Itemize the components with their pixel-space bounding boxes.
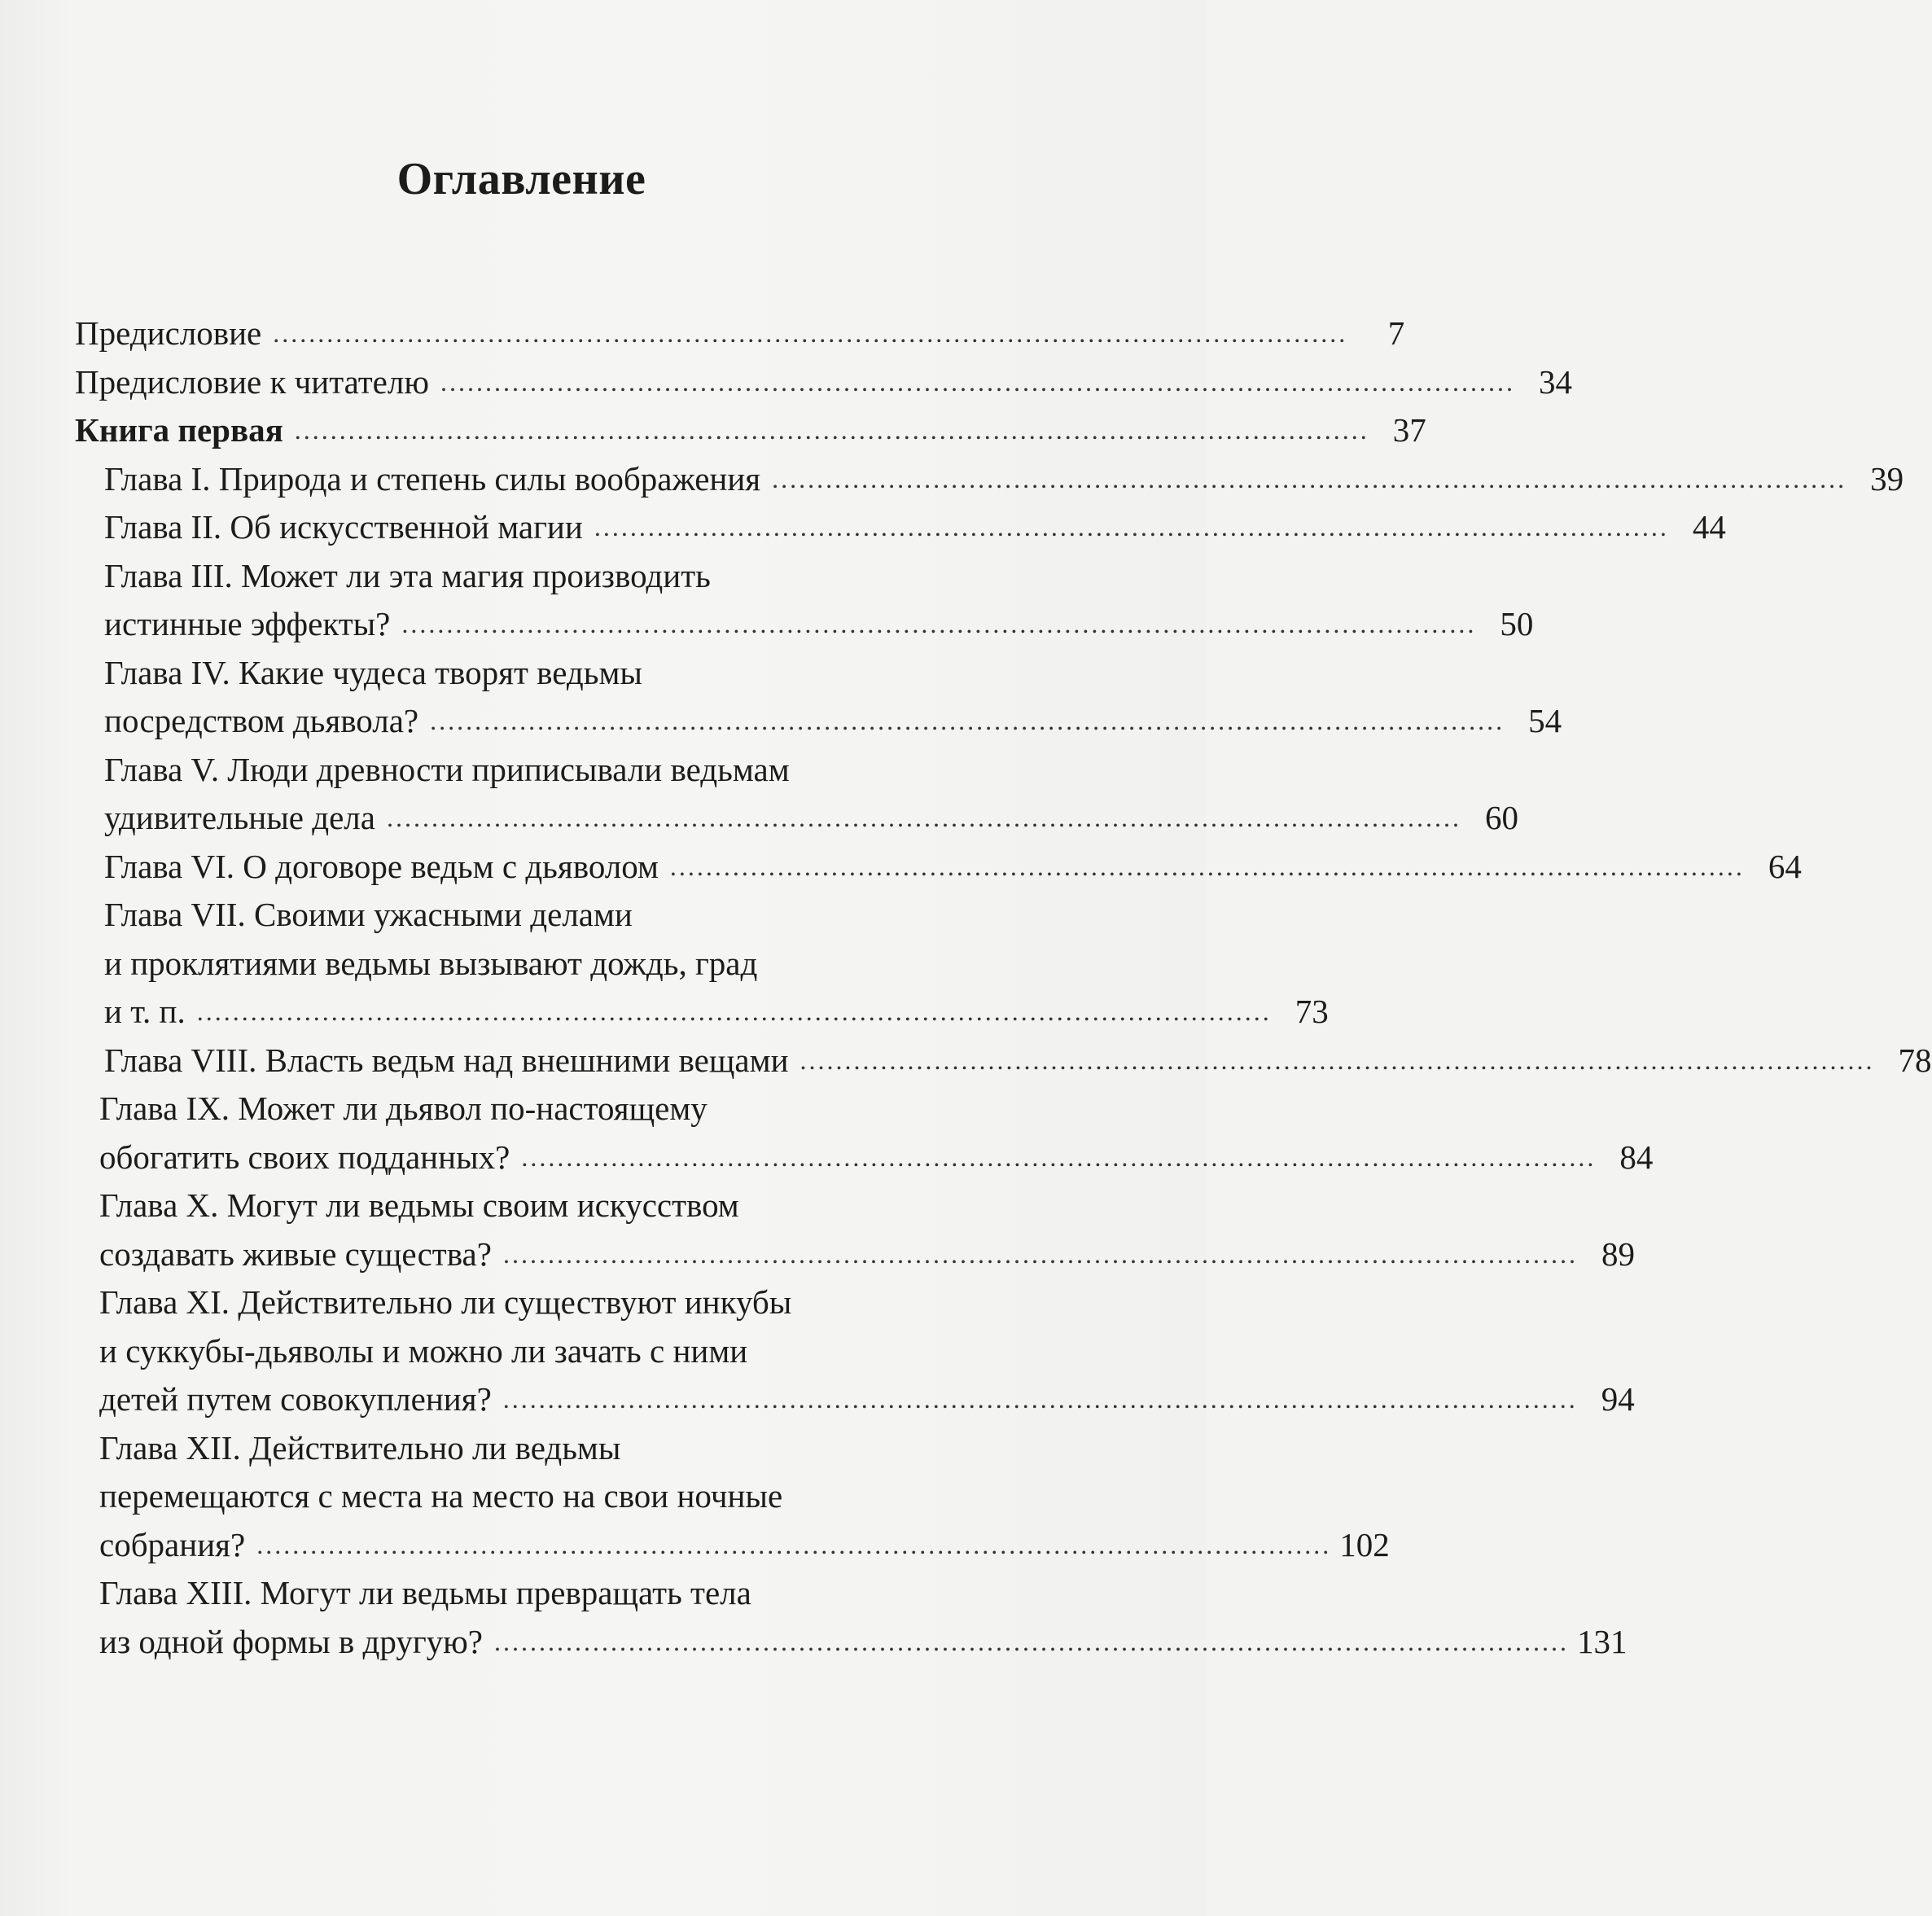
toc-entry-text: Глава VII. Своими ужасными делами (104, 896, 633, 933)
toc-page-number: 89 (1601, 1234, 1635, 1273)
toc-entry (104, 697, 1562, 745)
toc-entry (104, 600, 1534, 648)
toc-page-number: 94 (1601, 1380, 1635, 1418)
toc-page-number: 7 (1387, 314, 1405, 352)
toc-entry-line (99, 1569, 1040, 1617)
toc-entry-text: истинные эффекты? (104, 605, 391, 642)
toc-entry-text: Глава X. Могут ли ведьмы своим искусством (99, 1186, 739, 1224)
dot-leader: ........................................................................................................................ (669, 851, 1745, 881)
toc-entry-text: Глава I. Природа и степень силы воображения (104, 459, 761, 498)
dot-leader: ........................................................................................................................ (401, 609, 1477, 638)
dot-leader: ........................................................................................................................ (594, 512, 1669, 541)
toc-entry-line (99, 1278, 1040, 1326)
dot-leader: ........................................................................................................................ (800, 1045, 1875, 1075)
dot-leader: ........................................................................................................................ (256, 1529, 1332, 1559)
toc-page-number: 60 (1484, 799, 1518, 836)
toc-entry-text: и суккубы-дьяволы и можно ли зачать с ними (99, 1331, 748, 1370)
toc-entry (99, 1618, 1628, 1666)
toc-entry-line (99, 1182, 1040, 1230)
page-title: Оглавление (396, 154, 646, 204)
toc-entry-text: Глава III. Может ли эта магия производить (104, 556, 711, 594)
toc-entry-text: Глава XII. Действительно ли ведьмы (99, 1428, 621, 1467)
toc-page-number: 34 (1538, 362, 1572, 401)
toc-entry-line (104, 746, 1040, 794)
toc-entry (99, 1521, 1390, 1569)
toc-entry (104, 1037, 1932, 1085)
toc-entry-text: создавать живые существа? (99, 1234, 492, 1273)
toc-entry (75, 309, 1405, 357)
toc-entry-line (99, 1327, 1040, 1375)
toc-entry-text: обогатить своих подданных? (99, 1138, 510, 1176)
toc-page-number: 50 (1500, 605, 1534, 642)
toc-entry-text: Глава VI. О договоре ведьм с дьяволом (104, 847, 659, 885)
toc-entry-text: Предисловие к читателю (75, 362, 429, 401)
toc-entry-text: из одной формы в другую? (99, 1622, 483, 1660)
toc-entry-text: детей путем совокупления? (99, 1380, 492, 1418)
dot-leader: ........................................................................................................................ (440, 366, 1515, 397)
toc-entry-text: Глава IX. Может ли дьявол по-настоящему (99, 1090, 708, 1127)
toc-page-number: 64 (1768, 847, 1802, 885)
toc-entry-text: и т. п. (104, 993, 186, 1030)
toc-entry-text: посредством дьявола? (104, 702, 419, 739)
toc-page-number: 37 (1392, 411, 1426, 449)
dot-leader: ........................................................................................................................ (493, 1626, 1569, 1656)
toc-page-number: 102 (1339, 1525, 1390, 1563)
toc-entry-text: Глава V. Люди древности приписывали ведьмам (104, 750, 790, 788)
toc-entry (99, 1133, 1654, 1182)
dot-leader: ........................................................................................................................ (196, 997, 1272, 1026)
toc-entry-text: и проклятиями ведьмы вызывают дождь, град (104, 944, 758, 982)
toc-entry (104, 503, 1726, 551)
toc-entry (104, 794, 1518, 842)
toc-entry-line (104, 649, 1040, 697)
toc-page-number: 131 (1576, 1622, 1628, 1660)
toc-entry (99, 1230, 1635, 1278)
toc-entry-text: Глава IV. Какие чудеса творят ведьмы (104, 653, 642, 691)
toc-page-number: 84 (1619, 1138, 1654, 1176)
toc-entry (104, 455, 1904, 503)
toc-page-number: 44 (1692, 508, 1726, 546)
toc-page-number: 39 (1870, 459, 1904, 498)
toc-entry-text: Предисловие (75, 314, 262, 352)
toc-entry-text: Глава XI. Действительно ли существуют инкубы (99, 1283, 792, 1321)
dot-leader: ........................................................................................................................ (273, 318, 1348, 348)
toc-entry-text: удивительные дела (104, 799, 375, 836)
toc-page-number: 78 (1898, 1041, 1932, 1079)
toc-entry-text: Глава II. Об искусственной магии (104, 508, 583, 546)
toc-entry-line (104, 552, 1040, 600)
dot-leader: ........................................................................................................................ (772, 463, 1847, 493)
toc-entry-line (99, 1424, 1040, 1472)
toc-page-number: 73 (1295, 993, 1329, 1030)
dot-leader: ........................................................................................................................ (294, 415, 1369, 445)
dot-leader: ........................................................................................................................ (430, 706, 1505, 735)
toc-page-number: 54 (1528, 702, 1562, 739)
toc-entry-text: Глава VIII. Власть ведьм над внешними вещами (104, 1041, 789, 1079)
toc-entry-text: собрания? (99, 1525, 246, 1563)
toc-entry-line (99, 1085, 1040, 1133)
toc-entry-line (104, 940, 1040, 988)
dot-leader: ........................................................................................................................ (502, 1384, 1578, 1414)
toc-entry (104, 988, 1329, 1036)
toc-entry (99, 1375, 1635, 1423)
toc-entry-line (104, 891, 1040, 939)
toc-entry-line (99, 1472, 1040, 1520)
toc-entry-text: Глава XIII. Могут ли ведьмы превращать тела (99, 1574, 751, 1611)
toc-entry (75, 406, 1426, 454)
dot-leader: ........................................................................................................................ (521, 1142, 1597, 1172)
toc-entry (75, 358, 1572, 406)
toc-entry-text: перемещаются с места на место на свои ночные (99, 1477, 783, 1515)
toc-entry-text: Книга первая (75, 411, 283, 449)
toc-entry (104, 843, 1802, 891)
dot-leader: ........................................................................................................................ (502, 1239, 1578, 1269)
dot-leader: ........................................................................................................................ (386, 803, 1461, 832)
